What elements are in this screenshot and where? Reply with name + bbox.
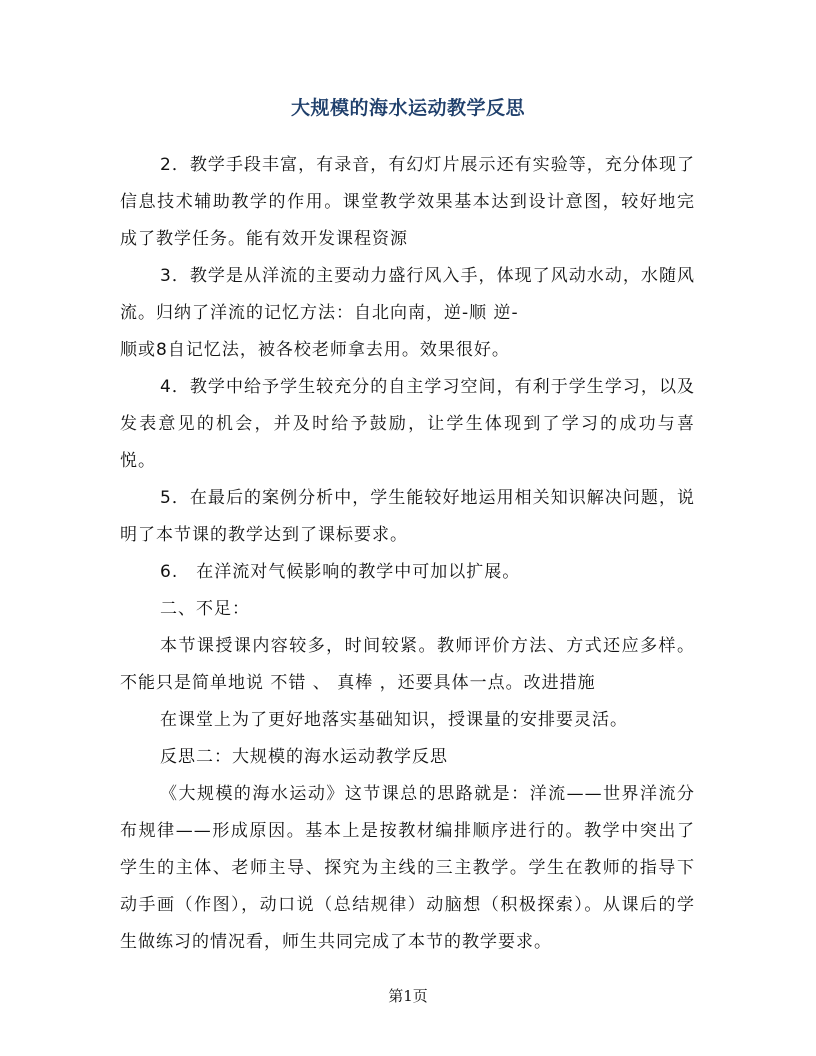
paragraph-shortcomings: 本节课授课内容较多，时间较紧。教师评价方法、方式还应多样。不能只是简单地说 不错 、 真棒 ，还要具体一点。改进措施 [120, 636, 695, 693]
paragraph-point-4: 4．教学中给予学生较充分的自主学习空间，有利于学生学习，以及发表意见的机会，并及时给予鼓励，让学生体现到了学习的成功与喜悦。 [120, 377, 695, 471]
section-heading-reflection-two: 反思二：大规模的海水运动教学反思 [160, 747, 448, 767]
paragraph-point-5: 5．在最后的案例分析中，学生能较好地运用相关知识解决问题，说明了本节课的教学达到了课标要求。 [120, 488, 695, 545]
paragraph-improvement: 在课堂上为了更好地落实基础知识，授课量的安排要灵活。 [160, 710, 628, 730]
paragraph-point-3: 3．教学是从洋流的主要动力盛行风入手，体现了风动水动，水随风流。归纳了洋流的记忆方法：自北向南，逆-顺 逆- [120, 266, 695, 323]
document-title: 大规模的海水运动教学反思 [290, 97, 525, 119]
section-heading-shortcomings: 二、不足： [160, 599, 250, 619]
paragraph-point-3-continued: 顺或8自记忆法，被各校老师拿去用。效果很好。 [120, 340, 510, 360]
page-number: 第1页 [388, 987, 428, 1005]
paragraph-reflection-two: 《大规模的海水运动》这节课总的思路就是：洋流——世界洋流分布规律——形成原因。基本上是按教材编排顺序进行的。教学中突出了学生的主体、老师主导、探究为主线的三主教学。学生在教师的指导下动手画（作图），动口说（总结规律）动脑想（积极探索）。从课后的学生做练习的情况看，师生共同完成了本节的教学要求。 [120, 784, 695, 952]
document-body [120, 147, 695, 961]
paragraph-point-6: 6. 在洋流对气候影响的教学中可加以扩展。 [160, 562, 521, 582]
paragraph-point-2: 2．教学手段丰富，有录音，有幻灯片展示还有实验等，充分体现了信息技术辅助教学的作用。课堂教学效果基本达到设计意图，较好地完成了教学任务。能有效开发课程资源 [120, 155, 695, 249]
